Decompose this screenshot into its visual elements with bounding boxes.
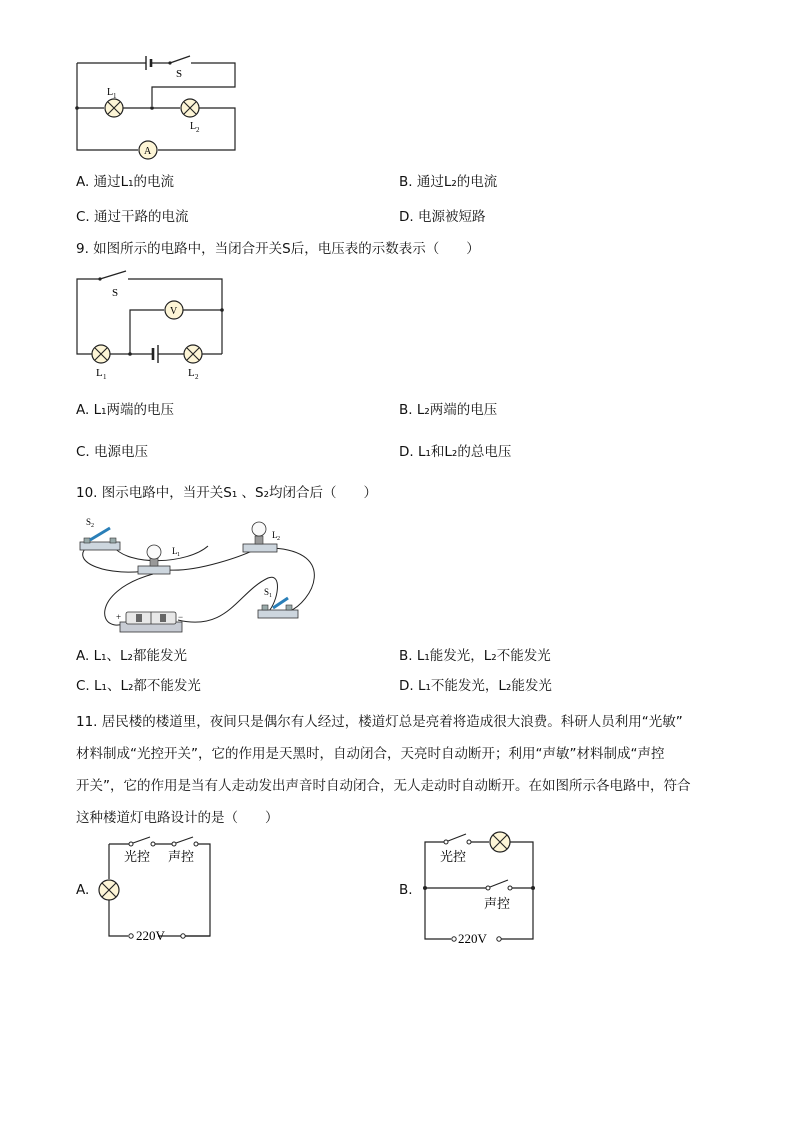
ammeter-label: A	[144, 146, 152, 157]
switch-s-lever	[170, 56, 190, 63]
switch-s-label: S	[112, 287, 119, 299]
switch-s-label: S	[176, 68, 183, 80]
battery-minus-label: −	[178, 612, 184, 622]
svg-text:1: 1	[103, 373, 107, 381]
q9-option-b: B. L₂两端的电压	[399, 402, 498, 418]
q11-stem: 11. 居民楼的楼道里，夜间只是偶尔有人经过，楼道灯总是亮着将造成很大浪费。科研人员利用“光敏” 材料制成“光控开关”，它的作用是天黑时，自动闭合，天亮时自动断开；利用“声敏”材料制成“声控 开关”，它的作用是当有人走动发出声音时自动闭合，无人走动时自动断开。在如图所示各电路中，符合 这种楼道灯电路设计的是（ ）	[76, 714, 691, 826]
q9-circuit-diagram	[60, 266, 240, 384]
q10-stem: 10. 图示电路中，当开关S₁ 、S₂均闭合后（ ）	[76, 485, 378, 501]
q9-stem: 9. 如图所示的电路中，当闭合开关S后，电压表的示数表示（ ）	[76, 241, 480, 257]
q8-option-a: A. 通过L₁的电流	[76, 174, 175, 190]
voltage-label: 220V	[136, 928, 165, 943]
lamp-l2-label: L	[190, 121, 197, 132]
lamp-l1-label: L	[107, 87, 114, 98]
q11-option-a-label: A.	[76, 882, 90, 898]
battery-box-icon	[120, 612, 182, 632]
q10-option-d: D. L₁不能发光，L₂能发光	[399, 678, 552, 694]
svg-text:2: 2	[91, 523, 94, 529]
lamp-l2-label: L	[188, 367, 195, 379]
q10-option-a: A. L₁、L₂都能发光	[76, 648, 187, 664]
lamp-l1-label: L	[96, 367, 103, 379]
switch-s2-icon	[80, 528, 120, 550]
q10-option-b: B. L₁能发光，L₂不能发光	[399, 648, 551, 664]
switch-s-lever	[100, 271, 126, 279]
q10-option-c: C. L₁、L₂都不能发光	[76, 678, 201, 694]
q8-option-b: B. 通过L₂的电流	[399, 174, 498, 190]
voltage-label: 220V	[458, 931, 487, 946]
sound-switch-label: 声控	[484, 896, 511, 911]
q11-option-b-label: B.	[399, 882, 413, 898]
light-switch-label: 光控	[440, 849, 467, 864]
lamp-l1-label: L	[172, 546, 178, 556]
q9-option-d: D. L₁和L₂的总电压	[399, 444, 512, 460]
sound-switch-label: 声控	[168, 849, 195, 864]
q9-option-a: A. L₁两端的电压	[76, 402, 175, 418]
svg-text:1: 1	[113, 92, 117, 100]
switch-s1-label: S	[264, 587, 270, 597]
lamp-l2-label: L	[272, 530, 278, 540]
switch-s2-label: S	[86, 517, 92, 527]
q9-option-c: C. 电源电压	[76, 444, 149, 460]
svg-text:1: 1	[269, 593, 272, 599]
q10-circuit-picture	[68, 512, 328, 640]
svg-text:2: 2	[277, 536, 280, 542]
svg-text:2: 2	[195, 373, 199, 381]
q8-option-d: D. 电源被短路	[399, 209, 486, 225]
q8-circuit-diagram	[60, 50, 250, 165]
svg-text:1: 1	[177, 552, 180, 558]
q11-circuit-b	[414, 826, 549, 950]
q11-circuit-a	[92, 832, 222, 948]
q8-option-c: C. 通过干路的电流	[76, 209, 189, 225]
switch-s1-icon	[258, 598, 298, 618]
light-switch-label: 光控	[124, 849, 151, 864]
voltmeter-label: V	[170, 306, 178, 317]
battery-plus-label: +	[116, 612, 122, 622]
svg-text:2: 2	[196, 126, 200, 134]
